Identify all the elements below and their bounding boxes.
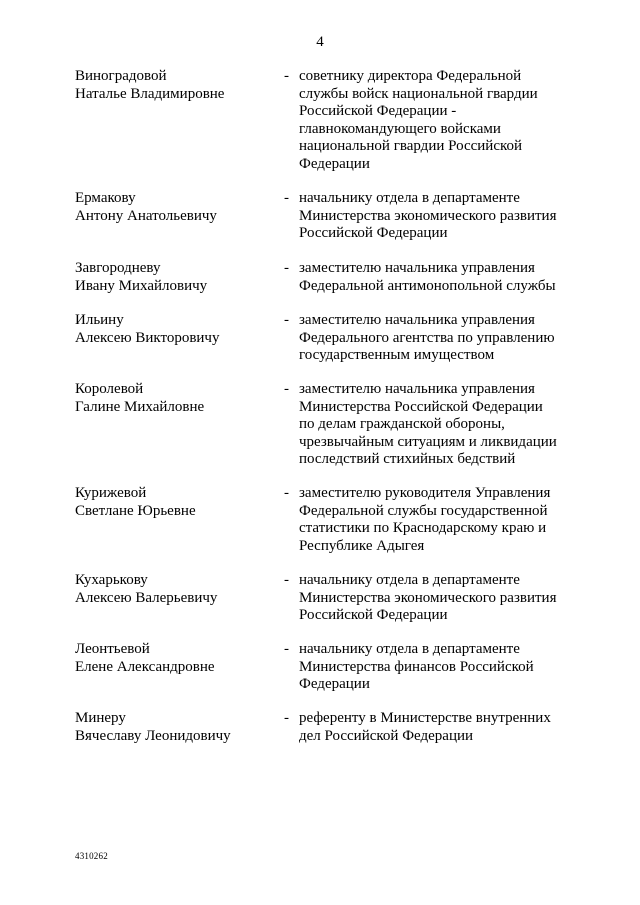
person-name (75, 190, 285, 225)
given-names: Наталье Владимировне (75, 85, 225, 102)
position-line: статистики по Краснодарскому краю и (299, 520, 547, 536)
dash-separator: - (284, 312, 289, 328)
position-line: Министерства финансов Российской (299, 658, 534, 675)
person-name (75, 68, 285, 103)
position-line: Министерства экономического развития (299, 207, 557, 224)
list-item (75, 710, 551, 745)
dash-separator: - (284, 641, 289, 657)
list-item (75, 381, 557, 467)
position-text (299, 641, 574, 694)
position-line: по делам гражданской обороны, (299, 416, 505, 432)
given-names: Елене Александровне (75, 658, 215, 675)
position-line: Федеральной антимонопольной службы (299, 277, 556, 294)
given-names: Вячеславу Леонидовичу (75, 727, 231, 744)
position-line: государственным имуществом (299, 347, 495, 363)
position-text (299, 572, 574, 625)
position-line: Министерства экономического развития (299, 589, 557, 606)
dash-separator: - (284, 381, 289, 397)
position-line: дел Российской Федерации (299, 727, 474, 744)
position-line: заместителю начальника управления (299, 381, 535, 397)
surname: Виноградовой (75, 68, 167, 84)
position-text (299, 190, 574, 243)
list-item (75, 641, 534, 692)
position-line: Республике Адыгея (299, 537, 425, 554)
surname: Курижевой (75, 485, 147, 501)
person-name (75, 381, 285, 416)
surname: Кухарькову (75, 572, 148, 588)
document-code: 4310262 (75, 851, 108, 861)
person-name (75, 312, 285, 347)
surname: Королевой (75, 381, 144, 397)
position-line: советнику директора Федеральной (299, 68, 522, 84)
position-line: начальнику отдела в департаменте (299, 641, 520, 657)
surname: Ермакову (75, 190, 136, 206)
given-names: Антону Анатольевичу (75, 207, 217, 224)
position-line: заместителю руководителя Управления (299, 485, 551, 501)
position-line: чрезвычайным ситуациям и ликвидации (299, 433, 557, 450)
page-number: 4 (316, 34, 324, 50)
person-name (75, 641, 285, 676)
position-line: Российской Федерации (299, 225, 448, 241)
surname: Ильину (75, 312, 124, 328)
dash-separator: - (284, 485, 289, 501)
dash-separator: - (284, 190, 289, 206)
position-line: главнокомандующего войсками (299, 120, 501, 137)
position-line: Федерации (299, 155, 370, 172)
list-item (75, 260, 556, 295)
position-text (299, 485, 574, 555)
position-line: Федеральной службы государственной (299, 502, 548, 519)
position-line: последствий стихийных бедствий (299, 451, 516, 467)
surname: Леонтьевой (75, 641, 150, 657)
person-name (75, 572, 285, 607)
position-line: службы войск национальной гвардии (299, 85, 538, 102)
position-line: начальнику отдела в департаменте (299, 190, 520, 206)
position-line: Федерального агентства по управлению (299, 329, 555, 346)
dash-separator: - (284, 260, 289, 276)
person-name (75, 710, 285, 745)
list-item (75, 68, 538, 172)
position-line: Российской Федерации (299, 607, 448, 623)
list-item (75, 485, 551, 554)
position-text (299, 312, 574, 365)
position-text (299, 260, 574, 295)
given-names: Галине Михайловне (75, 398, 205, 415)
dash-separator: - (284, 710, 289, 726)
position-text (299, 381, 574, 469)
position-line: Российской Федерации - (299, 103, 457, 119)
person-name (75, 260, 285, 295)
position-line: референту в Министерстве внутренних (299, 710, 551, 726)
position-line: Федерации (299, 676, 370, 692)
given-names: Алексею Валерьевичу (75, 589, 218, 606)
list-item (75, 312, 555, 363)
list-item (75, 190, 557, 241)
dash-separator: - (284, 68, 289, 84)
given-names: Светлане Юрьевне (75, 502, 196, 519)
position-line: заместителю начальника управления (299, 312, 535, 328)
list-item (75, 572, 557, 623)
position-line: начальнику отдела в департаменте (299, 572, 520, 588)
dash-separator: - (284, 572, 289, 588)
given-names: Алексею Викторовичу (75, 329, 220, 346)
position-text (299, 710, 574, 745)
surname: Минеру (75, 710, 126, 726)
position-text (299, 68, 574, 173)
position-line: национальной гвардии Российской (299, 138, 523, 154)
given-names: Ивану Михайловичу (75, 277, 208, 294)
surname: Завгородневу (75, 260, 161, 276)
position-line: заместителю начальника управления (299, 260, 535, 276)
person-name (75, 485, 285, 520)
position-line: Министерства Российской Федерации (299, 398, 543, 415)
